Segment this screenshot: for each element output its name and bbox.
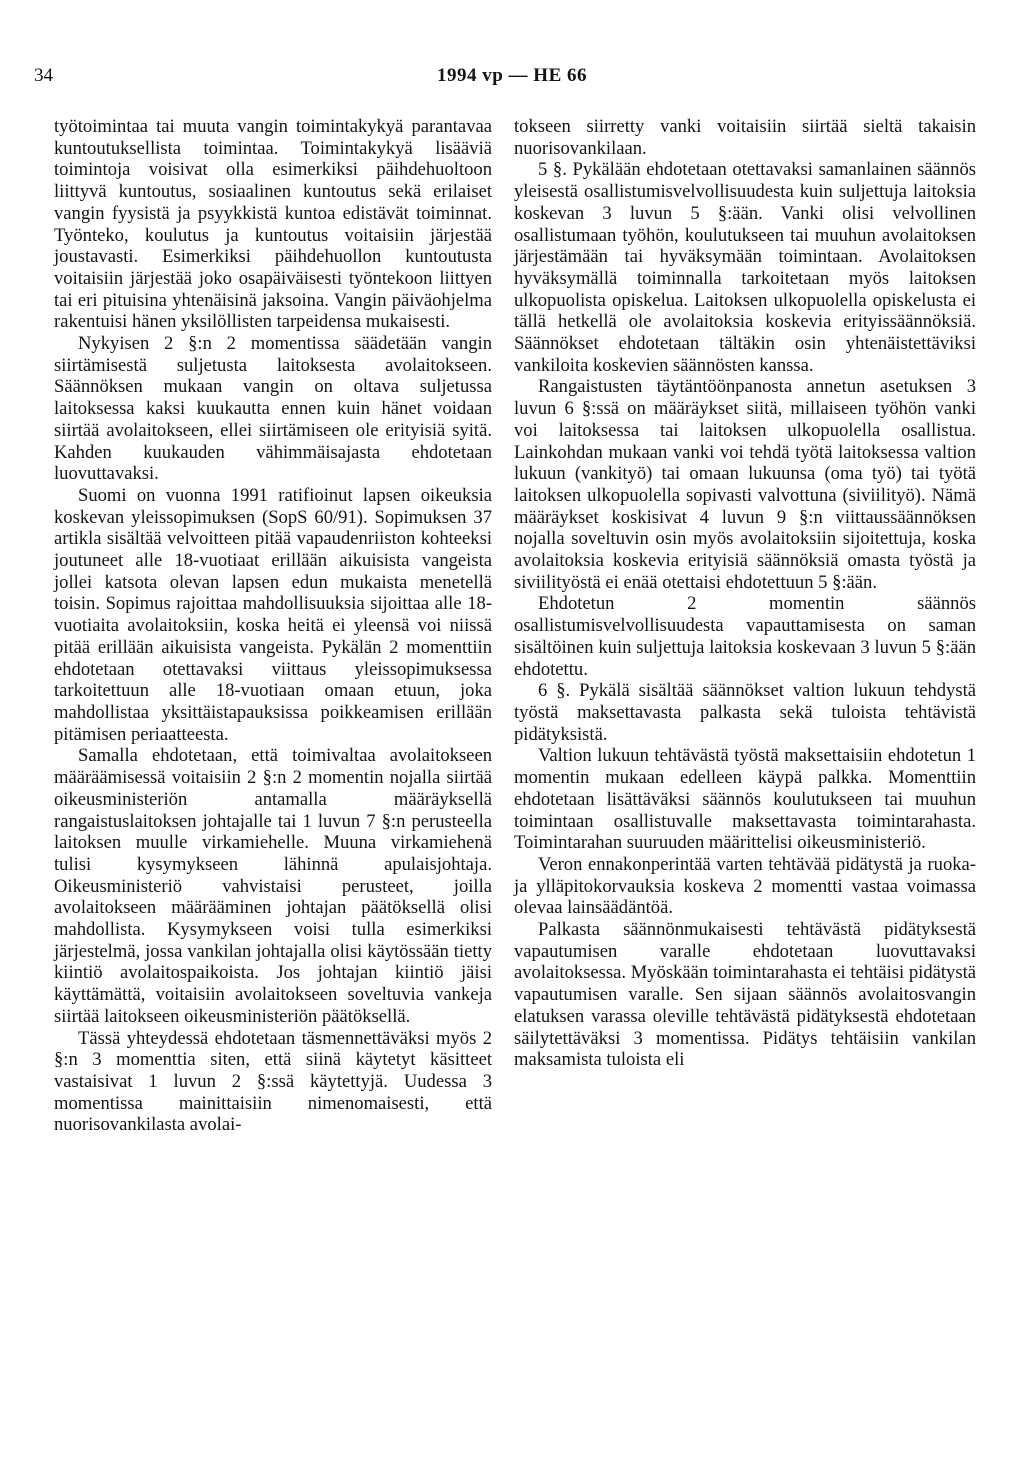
paragraph: Nykyisen 2 §:n 2 momentissa säädetään vangin siirtämisestä suljetusta laitoksesta avolaitokseen. Säännöksen mukaan vangin on oltava suljetussa laitoksessa kaksi kuukautta ennen kuin hänet voidaan siirtää avolaitokseen, ellei siirtämiseen ole erityisiä syitä. Kahden kuukauden vähimmäisajasta ehdotetaan luovuttavaksi.	[54, 333, 492, 485]
paragraph: Samalla ehdotetaan, että toimivaltaa avolaitokseen määräämisessä voitaisiin 2 §:n 2 momentin nojalla siirtää oikeusministeriön antamalla määräyksellä rangaistuslaitoksen johtajalle tai 1 luvun 7 §:n perusteella laitoksen muulle virkamiehelle. Muuna virkamiehenä tulisi kysymykseen lähinnä apulaisjohtaja. Oikeusministeriö vahvistaisi perusteet, joilla avolaitokseen määrääminen johtajan päätöksellä olisi mahdollista. Kysymykseen voisi tulla esimerkiksi järjestelmä, jossa vankilan johtajalla olisi käytössään tietty kiintiö avolaitospaikoista. Jos johtajan kiintiö jäisi käyttämättä, voitaisiin avolaitokseen soveltuvia vankeja siirtää laitokseen oikeusministeriön päätöksellä.	[54, 745, 492, 1027]
running-title: 1994 vp — HE 66	[436, 65, 588, 86]
paragraph: Tässä yhteydessä ehdotetaan täsmennettäväksi myös 2 §:n 3 momenttia siten, että siinä käytetyt käsitteet vastaisivat 1 luvun 2 §:ssä käytettyjä. Uudessa 3 momentissa mainittaisiin nimenomaisesti, että nuorisovankilasta avolai-	[54, 1027, 492, 1136]
paragraph: Palkasta säännönmukaisesti tehtävästä pidätyksestä vapautumisen varalle ehdotetaan luovuttavaksi avolaitoksessa. Myöskään toimintarahasta ei tehtäisi pidätystä vapautumisen varalle. Sen sijaan säännös avolaitosvangin elatuksen varassa oleville tehtävästä pidätyksestä ehdotetaan säilytettäväksi 3 momentissa. Pidätys tehtäisiin vankilan maksamista tuloista eli	[514, 919, 976, 1071]
paragraph: työtoimintaa tai muuta vangin toimintakykyä parantavaa kuntoutuksellista toimintaa. Toimintakykyä lisääviä toimintoja voisivat olla esimerkiksi päihdehuoltoon liittyvä kuntoutus, sosiaalinen kuntoutus sekä erilaiset vangin fyysistä ja psyykkistä kuntoa edistävät toiminnat. Työnteko, koulutus ja kuntoutus voitaisiin järjestää joustavasti. Esimerkiksi päihdehuollon kuntoutusta voitaisiin järjestää joko osapäiväisesti työntekoon liittyen tai eri pituisina yhtenäisinä jaksoina. Vangin päiväohjelma rakentuisi hänen yksilöllisten tarpeidensa mukaisesti.	[54, 116, 492, 333]
left-column	[54, 116, 492, 1136]
paragraph: Rangaistusten täytäntöönpanosta annetun asetuksen 3 luvun 6 §:ssä on määräykset siitä, millaiseen työhön vanki voi laitoksessa tai laitoksen ulkopuolella osallistua. Lainkohdan mukaan vanki voi tehdä työtä laitoksessa valtion lukuun (vankityö) tai omaan lukuunsa (oma työ) tai työtä laitoksen ulkopuolella sopivasti valvottuna (siviilityö). Nämä määräykset koskisivat 4 luvun 9 §:n viittaussäännöksen nojalla soveltuvin osin myös avolaitoksiin sijoitettuja, koska avolaitoksia koskevia erityisiä säännöksiä omasta työstä ja siviilityöstä ei enää otettaisi ehdotettuun 5 §:ään.	[514, 376, 976, 593]
paragraph: Valtion lukuun tehtävästä työstä maksettaisiin ehdotetun 1 momentin mukaan edelleen käypä palkka. Momenttiin ehdotetaan lisättäväksi säännös koulutukseen tai muuhun toimintaan osallistuvalle maksettavasta toimintarahasta. Toimintarahan suuruuden määrittelisi oikeusministeriö.	[514, 745, 976, 854]
right-column	[514, 116, 976, 1071]
page-number: 34	[34, 65, 53, 86]
paragraph: Suomi on vuonna 1991 ratifioinut lapsen oikeuksia koskevan yleissopimuksen (SopS 60/91). Sopimuksen 37 artikla sisältää velvoitteen pitää vapaudenriiston kohteeksi joutuneet alle 18-vuotiaat erillään aikuisista vangeista jollei katsota olevan lapsen edun mukaista menetellä toisin. Sopimus rajoittaa mahdollisuuksia sijoittaa alle 18-vuotiaita avolaitoksiin, koska heitä ei yleensä voi niissä pitää erillään aikuisista vangeista. Pykälän 2 momenttiin ehdotetaan otettavaksi viittaus yleissopimuksessa tarkoitettuun alle 18-vuotiaan omaan etuun, joka mahdollistaa yksittäistapauksissa poikkeamisen erillään pitämisen periaatteesta.	[54, 484, 492, 745]
paragraph: 6 §. Pykälä sisältää säännökset valtion lukuun tehdystä työstä maksettavasta palkasta sekä tuloista tehtävistä pidätyksistä.	[514, 680, 976, 745]
paragraph: Ehdotetun 2 momentin säännös osallistumisvelvollisuudesta vapauttamisesta on saman sisältöinen kuin suljettuja laitoksia koskevaan 3 luvun 5 §:ään ehdotettu.	[514, 593, 976, 680]
paragraph: Veron ennakonperintää varten tehtävää pidätystä ja ruoka- ja ylläpitokorvauksia koskeva 2 momentti vastaa voimassa olevaa lainsäädäntöä.	[514, 853, 976, 919]
paragraph: tokseen siirretty vanki voitaisiin siirtää sieltä takaisin nuorisovankilaan.	[514, 116, 976, 159]
paragraph: 5 §. Pykälään ehdotetaan otettavaksi samanlainen säännös yleisestä osallistumisvelvollisuudesta kuin suljettuja laitoksia koskevan 3 luvun 5 §:ään. Vanki olisi velvollinen osallistumaan työhön, koulutukseen tai muuhun avolaitoksen järjestämään tai hyväksymään toimintaan. Avolaitoksen hyväksymällä toiminnalla tarkoitetaan myös laitoksen ulkopuolista opiskelua. Laitoksen ulkopuolella opiskelusta ei tällä hetkellä ole avolaitoksia koskevia erityissäännöksiä. Säännökset ehdotetaan tältäkin osin yhtenäistettäviksi vankiloita koskevien säännösten kanssa.	[514, 159, 976, 376]
